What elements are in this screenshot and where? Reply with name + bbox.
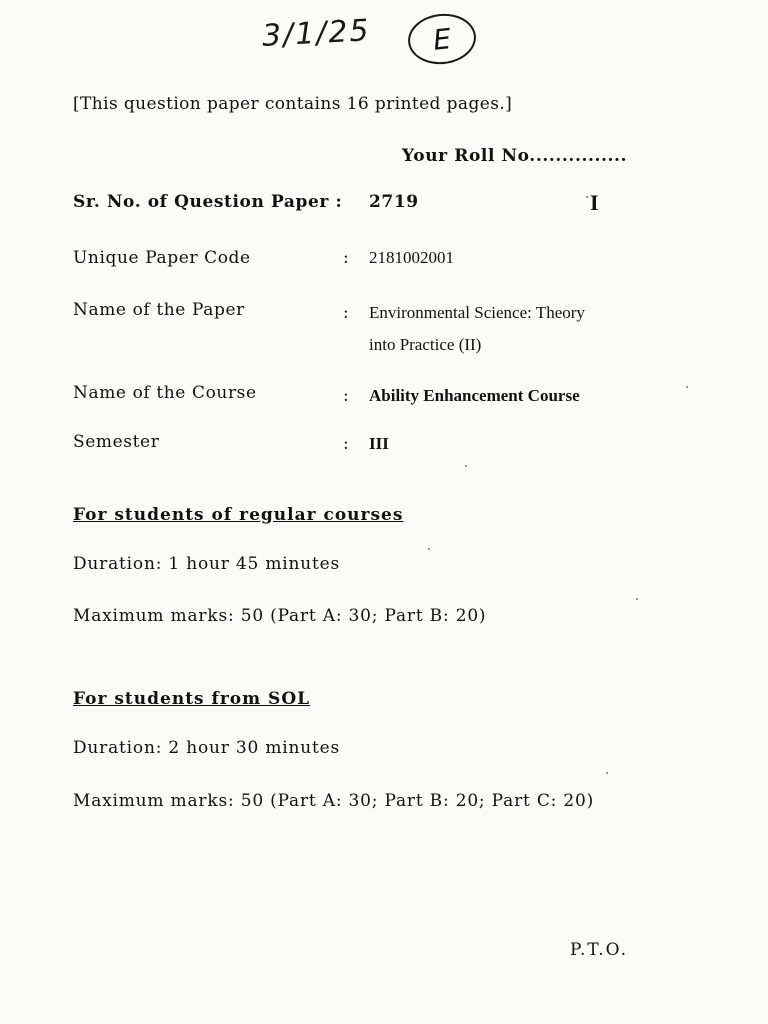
pto-note: P.T.O.: [570, 940, 628, 960]
sr-no-row: [73, 192, 673, 216]
speck: [686, 386, 688, 388]
speck: [586, 196, 588, 198]
semester-row: [0, 432, 620, 456]
paper-code-label: Unique Paper Code: [73, 248, 251, 268]
paper-name-row: [0, 300, 680, 360]
course-name-value: Ability Enhancement Course: [369, 386, 580, 405]
course-name-label: Name of the Course: [73, 383, 257, 403]
speck: [428, 548, 430, 550]
sol-max-marks: Maximum marks: 50 (Part A: 30; Part B: 20; Part C: 20): [73, 791, 595, 811]
semester-colon: :: [343, 434, 350, 454]
course-name-row: [0, 383, 680, 407]
paper-name-value-line2: into Practice (II): [369, 335, 482, 354]
set-letter: I: [590, 190, 599, 215]
sr-no-label: Sr. No. of Question Paper :: [73, 192, 343, 212]
roll-number-field: Your Roll No...............: [402, 146, 628, 166]
regular-courses-heading: For students of regular courses: [73, 505, 404, 525]
paper-code-colon: :: [343, 248, 350, 268]
pages-note: [This question paper contains 16 printed pages.]: [73, 94, 513, 114]
regular-max-marks: Maximum marks: 50 (Part A: 30; Part B: 20): [73, 606, 487, 626]
speck: [465, 465, 467, 467]
handwritten-circled-letter: [406, 11, 479, 68]
semester-label: Semester: [73, 432, 160, 452]
paper-code-row: [0, 248, 620, 272]
sr-no-value: 2719: [369, 192, 419, 212]
sol-duration: Duration: 2 hour 30 minutes: [73, 738, 341, 758]
handwritten-date: 3/1/25: [261, 13, 372, 54]
circled-letter-text: E: [431, 21, 453, 57]
speck: [636, 598, 638, 600]
speck: [606, 772, 608, 774]
sol-heading: For students from SOL: [73, 689, 311, 709]
course-name-colon: :: [343, 386, 350, 406]
semester-value: III: [369, 434, 389, 453]
paper-name-colon: :: [343, 303, 350, 323]
paper-name-label: Name of the Paper: [73, 300, 245, 320]
paper-name-value-line1: Environmental Science: Theory: [369, 303, 585, 322]
regular-duration: Duration: 1 hour 45 minutes: [73, 554, 341, 574]
paper-code-value: 2181002001: [369, 248, 454, 267]
